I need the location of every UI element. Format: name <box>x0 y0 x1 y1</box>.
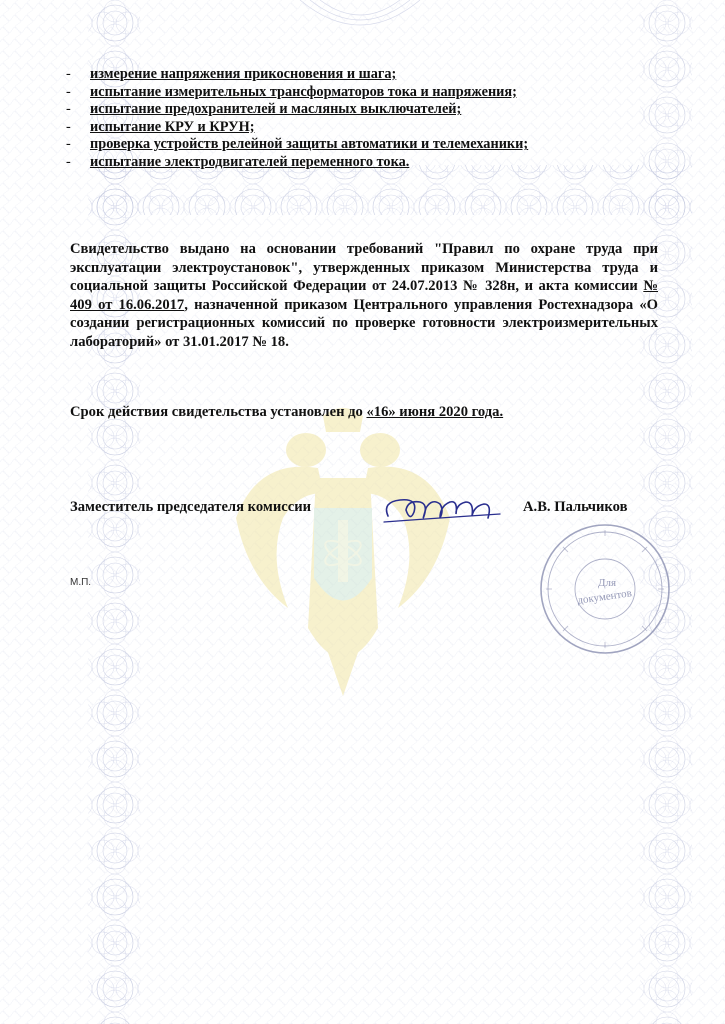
list-item-text: испытание КРУ и КРУН; <box>90 118 255 135</box>
list-item-text: измерение напряжения прикосновения и шага; <box>90 66 397 82</box>
list-marker: - <box>66 101 71 118</box>
list-item <box>66 101 666 119</box>
list-item <box>66 119 666 137</box>
basis-text-part2: , назначенной приказом Центрального управления Ростехнадзора «О создании регистрационных комиссий по проверке готовности электроизмерительных лабораторий» от 31.01.2017 № 18. <box>70 296 658 350</box>
list-marker: - <box>66 66 71 82</box>
act-reference: № 409 от 16.06.2017 <box>70 278 658 313</box>
requirements-list <box>66 66 666 172</box>
stamp-line2: документов <box>576 587 633 607</box>
basis-text-part1: Свидетельство выдано на основании требований "Правил по охране труда при эксплуатации электроустановок", утвержденных приказом Министерства труда и социальной защиты Российской Федерации от 24.07.2013 № 328н, и акта комиссии <box>70 241 658 295</box>
validity-date: «16» июня 2020 года. <box>366 404 504 420</box>
handwritten-signature <box>378 488 503 533</box>
list-item <box>66 66 666 84</box>
list-item-text: испытание измерительных трансформаторов тока и напряжения; <box>90 83 517 100</box>
list-item-text: испытание предохранителей и масляных выключателей; <box>90 101 462 118</box>
list-item <box>66 84 666 102</box>
list-marker: - <box>66 118 71 135</box>
signatory-name: А.В. Пальчиков <box>523 499 628 515</box>
list-item-text: испытание электродвигателей переменного тока. <box>90 153 410 170</box>
list-marker: - <box>66 136 71 153</box>
list-item <box>66 136 666 154</box>
signatory-title: Заместитель председателя комиссии <box>70 499 312 515</box>
list-item-text: проверка устройств релейной защиты автоматики и телемеханики; <box>90 136 529 153</box>
stamp-line1: Для <box>597 577 617 589</box>
list-marker: - <box>66 83 71 100</box>
rostekhnadzor-emblem-watermark <box>228 398 458 698</box>
round-stamp <box>538 522 672 656</box>
list-marker: - <box>66 153 71 170</box>
seal-place-label: М.П. <box>70 577 92 588</box>
list-item <box>66 154 666 172</box>
basis-paragraph <box>70 240 658 352</box>
validity-statement <box>70 403 670 422</box>
validity-prefix: Срок действия свидетельства установлен до <box>70 404 367 420</box>
